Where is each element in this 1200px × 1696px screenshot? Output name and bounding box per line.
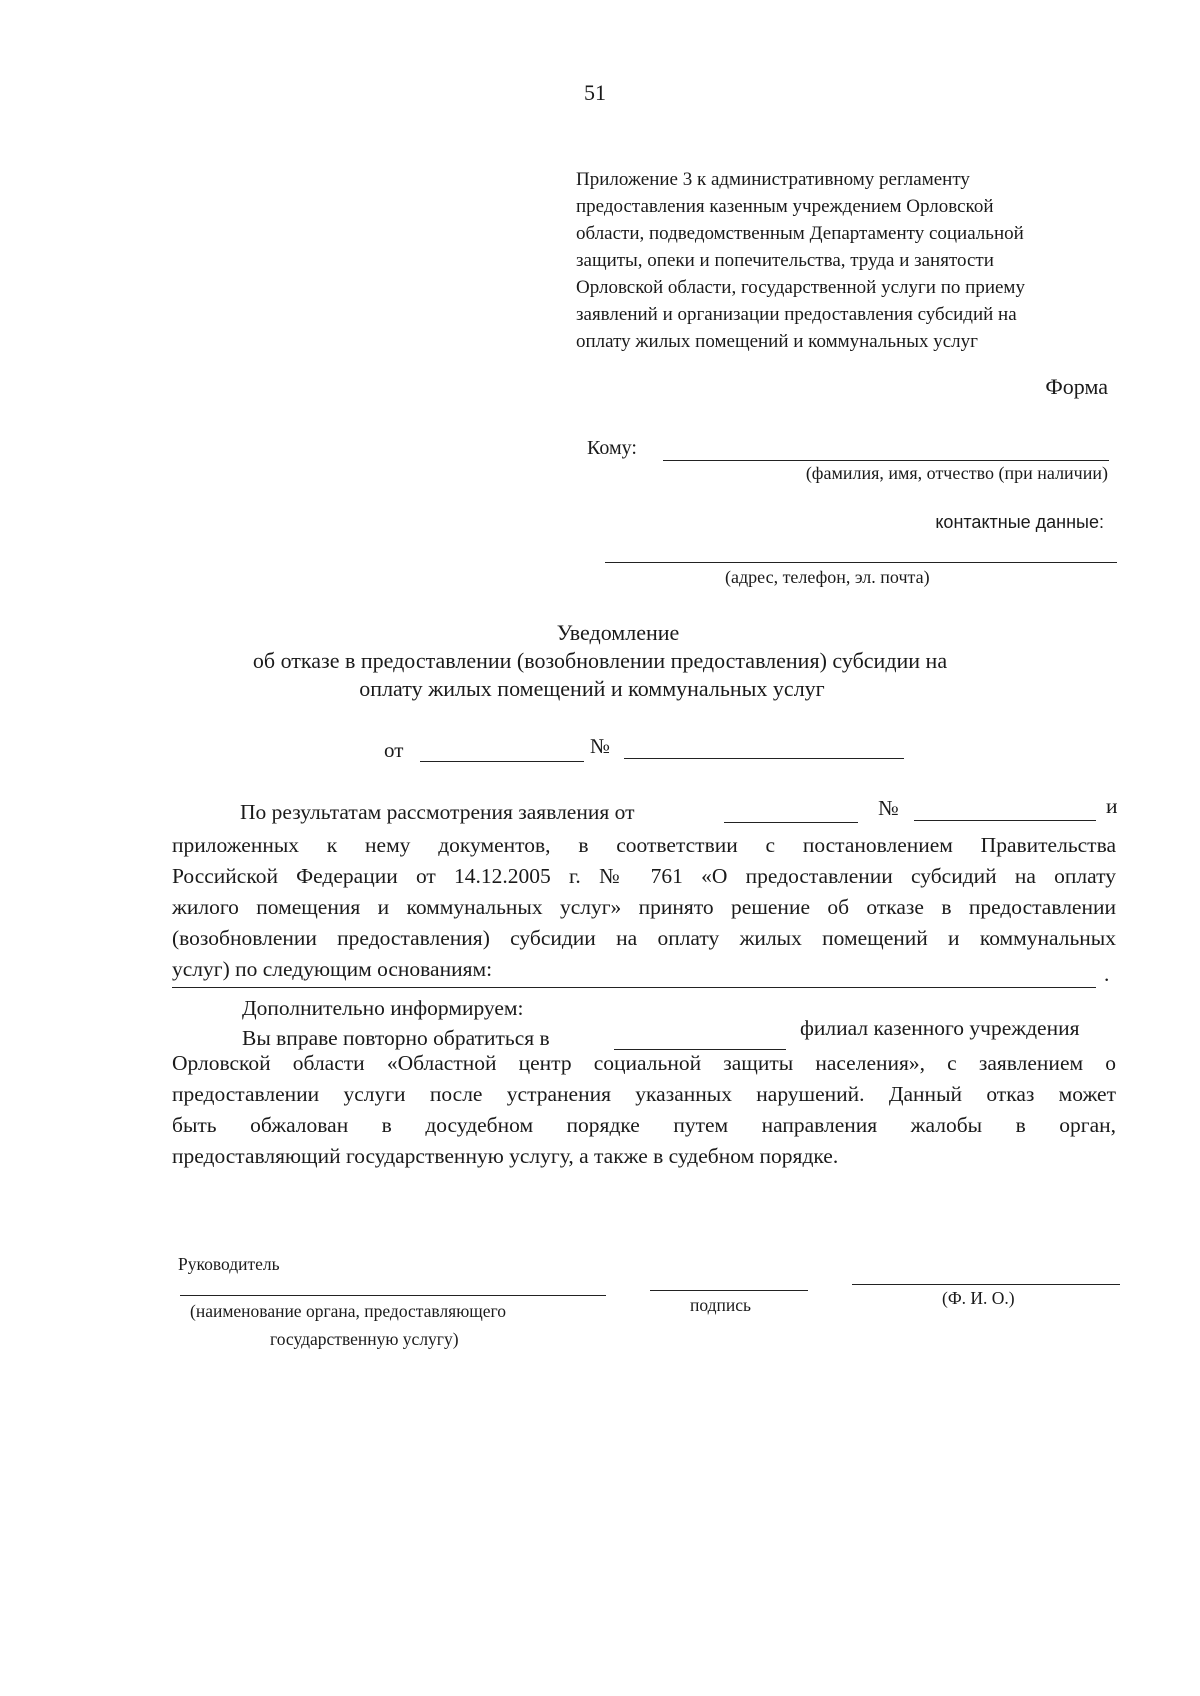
refusal-grounds-blank[interactable]	[172, 987, 1096, 988]
body-line: предоставлении услуги после устранения указанных нарушений. Данный отказ может	[172, 1082, 1116, 1106]
body-line: приложенных к нему документов, в соответствии с постановлением Правительства	[172, 833, 1116, 857]
body-line: услуг) по следующим основаниям:	[172, 957, 493, 981]
contact-data-hint: (адрес, телефон, эл. почта)	[725, 567, 930, 587]
signature-hint: подпись	[690, 1295, 751, 1315]
application-date-blank[interactable]	[724, 822, 858, 823]
number-label: №	[590, 734, 611, 758]
page-number: 51	[584, 80, 606, 105]
contact-data-label: контактные данные:	[935, 512, 1104, 532]
recipient-name-hint: (фамилия, имя, отчество (при наличии)	[805, 463, 1108, 483]
organization-hint: государственную услугу)	[270, 1329, 459, 1349]
notice-subtitle-line: об отказе в предоставлении (возобновлении предоставления) субсидии на	[252, 648, 948, 673]
recipient-to-label: Кому:	[587, 437, 637, 459]
notice-title: Уведомление	[556, 620, 680, 645]
body-line: быть обжалован в досудебном порядке путем направления жалобы в орган,	[172, 1113, 1116, 1137]
head-label: Руководитель	[178, 1254, 280, 1274]
date-from-label: от	[384, 738, 404, 762]
organization-hint: (наименование органа, предоставляющего	[190, 1301, 507, 1321]
grounds-end-period: .	[1104, 962, 1110, 986]
body-paragraph-2	[172, 1048, 1116, 1172]
notice-subtitle-line: оплату жилых помещений и коммунальных услуг	[359, 676, 825, 701]
body-paragraph-lead: По результатам рассмотрения заявления от	[240, 800, 635, 824]
application-number-label: №	[878, 796, 899, 820]
appendix-line: заявлений и организации предоставления субсидий на	[576, 304, 1017, 325]
date-blank[interactable]	[420, 761, 584, 762]
appendix-line: Приложение 3 к административному регламенту	[576, 169, 970, 190]
appendix-line: Орловской области, государственной услуги по приему	[576, 277, 1025, 298]
appendix-line: оплату жилых помещений и коммунальных услуг	[576, 331, 978, 352]
appendix-line: предоставления казенным учреждением Орловской	[576, 196, 994, 217]
full-name-blank[interactable]	[852, 1284, 1120, 1285]
body-line: предоставляющий государственную услугу, а также в судебном порядке.	[172, 1144, 839, 1168]
contact-data-blank[interactable]	[605, 562, 1117, 563]
body-line: жилого помещения и коммунальных услуг» принято решение об отказе в предоставлении	[172, 895, 1116, 919]
body-and-word: и	[1106, 794, 1118, 818]
appendix-line: области, подведомственным Департаменту социальной	[576, 223, 1024, 244]
body-line: Орловской области «Областной центр социальной защиты населения», с заявлением о	[172, 1051, 1116, 1075]
appendix-header	[576, 166, 1136, 355]
signature-blank[interactable]	[650, 1290, 808, 1291]
body-paragraph-2-lead: Вы вправе повторно обратиться в	[242, 1026, 550, 1050]
application-number-blank[interactable]	[914, 820, 1096, 821]
number-blank[interactable]	[624, 758, 904, 759]
body-paragraph-2-tail: филиал казенного учреждения	[800, 1016, 1080, 1040]
body-line: (возобновлении предоставления) субсидии на оплату жилых помещений и коммунальных	[172, 926, 1116, 950]
body-paragraph-1	[172, 830, 1116, 985]
body-line: Российской Федерации от 14.12.2005 г. № 761 «О предоставлении субсидий на оплату	[172, 864, 1116, 888]
recipient-name-blank[interactable]	[663, 460, 1109, 461]
organization-blank[interactable]	[180, 1295, 606, 1296]
full-name-hint: (Ф. И. О.)	[942, 1288, 1015, 1308]
appendix-line: защиты, опеки и попечительства, труда и занятости	[576, 250, 994, 271]
additional-info-heading: Дополнительно информируем:	[242, 996, 524, 1020]
form-label: Форма	[1045, 374, 1108, 399]
